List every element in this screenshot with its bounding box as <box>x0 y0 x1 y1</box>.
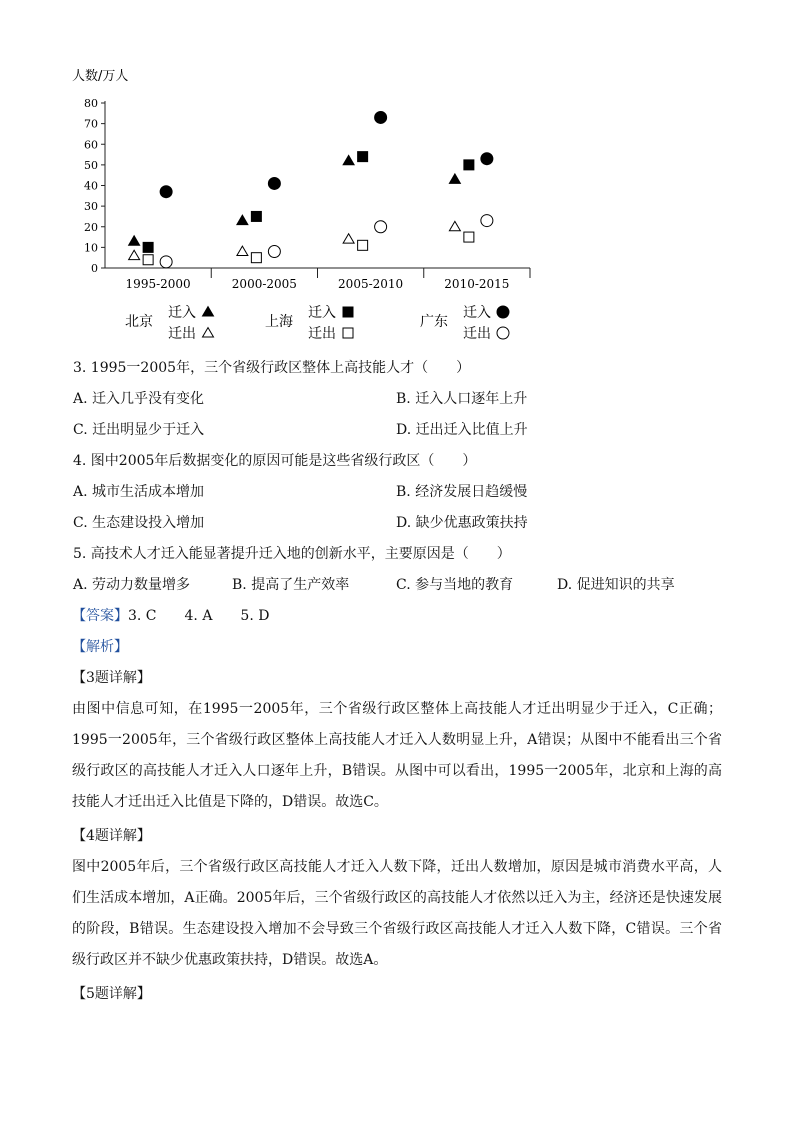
point-open-square <box>143 255 153 265</box>
answer-text: 3. C 4. A 5. D <box>128 608 270 624</box>
legend-region-label: 北京 <box>125 314 153 330</box>
legend-out-label: 迁出 <box>308 326 336 342</box>
y-tick-label: 50 <box>84 158 98 172</box>
point-open-triangle <box>129 250 140 259</box>
x-category-label: 2005-2010 <box>338 277 404 291</box>
point-open-circle <box>481 215 493 227</box>
point-open-circle <box>375 221 387 233</box>
legend-in-label: 迁入 <box>308 305 336 321</box>
q4-option-a[interactable]: A. 城市生活成本增加 <box>73 484 205 500</box>
y-tick-label: 40 <box>84 179 98 193</box>
y-axis-label: 人数/万人 <box>72 69 129 84</box>
chart-marks <box>129 111 493 267</box>
y-tick-labels <box>84 97 98 275</box>
x-category-labels <box>126 277 510 291</box>
detail-5-title: 【5题详解】 <box>72 986 151 1002</box>
point-filled-circle <box>481 153 493 165</box>
q4-option-c[interactable]: C. 生态建设投入增加 <box>73 515 205 531</box>
point-filled-triangle <box>449 174 460 183</box>
legend-region-label: 上海 <box>265 314 293 330</box>
q3-option-d[interactable]: D. 迁出迁入比值上升 <box>396 422 528 438</box>
q4-option-b[interactable]: B. 经济发展日趋缓慢 <box>396 484 528 500</box>
x-category-label: 2010-2015 <box>444 277 510 291</box>
legend-marker-out <box>203 328 214 337</box>
legend-marker-in <box>203 307 214 316</box>
x-category-label: 1995-2000 <box>125 277 191 291</box>
point-filled-square <box>251 211 261 221</box>
point-filled-square <box>358 152 368 162</box>
detail-3-title: 【3题详解】 <box>72 670 151 686</box>
point-open-circle <box>268 246 280 258</box>
q3-option-a[interactable]: A. 迁入几乎没有变化 <box>73 391 205 407</box>
point-filled-square <box>143 242 153 252</box>
legend-out-label: 迁出 <box>168 326 196 342</box>
legend-marker-out <box>343 328 353 338</box>
point-filled-square <box>464 160 474 170</box>
analysis-tag: 【解析】 <box>72 639 128 655</box>
q5-option-b[interactable]: B. 提高了生产效率 <box>232 577 350 593</box>
q5-option-a[interactable]: A. 劳动力数量增多 <box>73 577 191 593</box>
point-open-triangle <box>237 246 248 255</box>
answer-line <box>72 606 269 626</box>
detail-4-text: 图中2005年后，三个省级行政区高技能人才迁入人数下降，迁出人数增加，原因是城市消费水平高，人们生活成本增加，A正确。2005年后，三个省级行政区的高技能人才依然以迁入为主，经济还是快速发展的阶段，B错误。生态建设投入增加不会导致三个省级行政区高技能人才迁入人数下降，C错误。三个省级行政区并不缺少优惠政策扶持，D错误。故选A。 <box>72 859 722 968</box>
q5-option-d[interactable]: D. 促进知识的共享 <box>557 577 675 593</box>
q4-option-d[interactable]: D. 缺少优惠政策扶持 <box>396 515 528 531</box>
question-3-stem: 3. 1995一2005年，三个省级行政区整体上高技能人才（ ） <box>73 360 471 376</box>
legend-in-label: 迁入 <box>463 305 491 321</box>
legend-in-label: 迁入 <box>168 305 196 321</box>
y-tick-label: 10 <box>84 241 98 255</box>
migration-scatter-chart <box>60 60 540 350</box>
point-filled-triangle <box>343 155 354 164</box>
y-tick-label: 80 <box>84 97 98 110</box>
point-open-square <box>464 232 474 242</box>
detail-3-text: 由图中信息可知，在1995一2005年，三个省级行政区整体上高技能人才迁出明显少于迁入，C正确；1995一2005年，三个省级行政区整体上高技能人才迁入人数明显上升，A错误；从图中不能看出三个省级行政区的高技能人才迁入人口逐年上升，B错误。从图中可以看出，1995一2005年，北京和上海的高技能人才迁出迁入比值是下降的，D错误。故选C。 <box>72 701 722 810</box>
legend-region-label: 广东 <box>420 314 448 330</box>
point-open-square <box>358 240 368 250</box>
q3-option-b[interactable]: B. 迁入人口逐年上升 <box>396 391 528 407</box>
y-tick-label: 20 <box>84 220 98 234</box>
q5-option-c[interactable]: C. 参与当地的教育 <box>396 577 514 593</box>
point-open-triangle <box>449 221 460 230</box>
chart-legend <box>125 305 509 342</box>
point-filled-circle <box>375 111 387 123</box>
question-5-stem: 5. 高技术人才迁入能显著提升迁入地的创新水平，主要原因是（ ） <box>73 546 511 562</box>
q3-option-c[interactable]: C. 迁出明显少于迁入 <box>73 422 205 438</box>
question-4-stem: 4. 图中2005年后数据变化的原因可能是这些省级行政区（ ） <box>73 453 477 469</box>
point-open-circle <box>160 256 172 268</box>
legend-marker-in <box>497 306 509 318</box>
point-open-square <box>251 253 261 263</box>
point-filled-triangle <box>129 236 140 245</box>
detail-4-title: 【4题详解】 <box>72 828 151 844</box>
y-tick-label: 0 <box>91 262 98 275</box>
y-tick-label: 70 <box>84 117 98 131</box>
point-open-triangle <box>343 234 354 243</box>
legend-marker-out <box>497 327 509 339</box>
point-filled-circle <box>268 177 280 189</box>
answer-tag: 【答案】 <box>72 608 128 624</box>
point-filled-circle <box>160 186 172 198</box>
y-tick-label: 30 <box>84 200 98 214</box>
legend-marker-in <box>343 307 353 317</box>
x-category-label: 2000-2005 <box>231 277 297 291</box>
legend-out-label: 迁出 <box>463 326 491 342</box>
point-filled-triangle <box>237 215 248 224</box>
y-tick-label: 60 <box>84 138 98 152</box>
